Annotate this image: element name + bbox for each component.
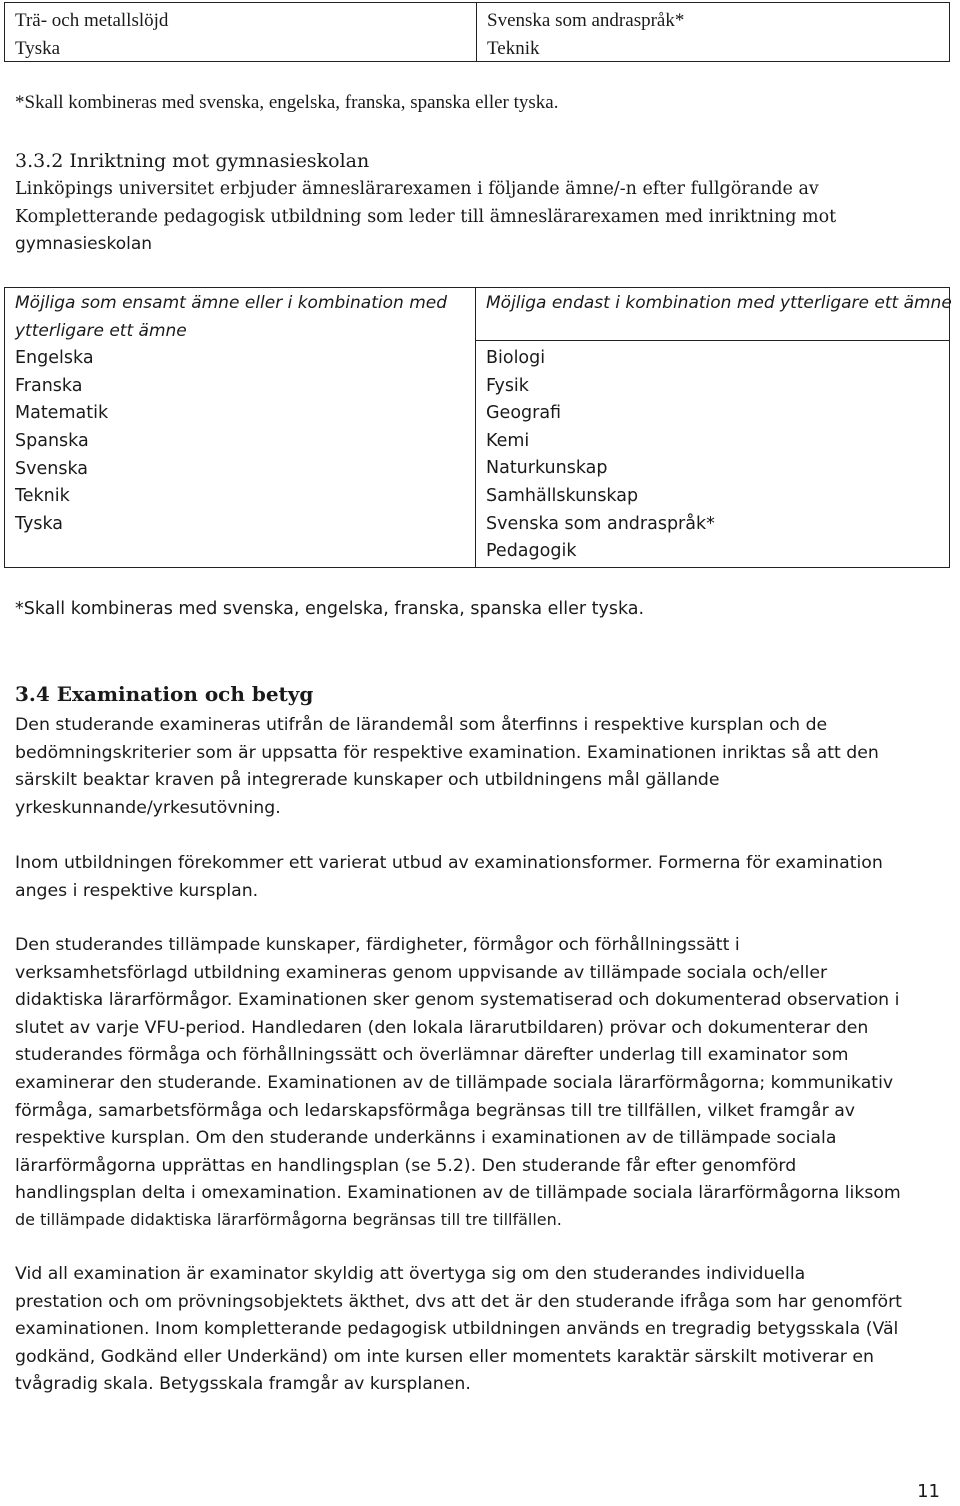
column-header-cell bbox=[476, 288, 952, 341]
page-number: 11 bbox=[917, 1481, 940, 1502]
table-cell: Teknik bbox=[487, 38, 540, 59]
paragraph-line: verksamhetsförlagd utbildning examineras genom uppvisande av tillämpade sociala och/eller bbox=[15, 962, 828, 983]
list-item: Samhällskunskap bbox=[486, 485, 639, 506]
list-item: Biologi bbox=[486, 348, 546, 368]
subject-table-left-column bbox=[5, 288, 475, 567]
column-header: ytterligare ett ämne bbox=[15, 320, 187, 341]
paragraph-line: Inom utbildningen förekommer ett varierat utbud av examinationsformer. Formerna för examination bbox=[15, 853, 883, 873]
list-item: Naturkunskap bbox=[486, 458, 608, 479]
paragraph-line: examinerar den studerande. Examinationen av de tillämpade sociala lärarförmågorna; kommunikativ bbox=[15, 1072, 894, 1093]
section-heading: 3.4 Examination och betyg bbox=[15, 682, 314, 706]
paragraph-line: slutet av varje VFU-period. Handledaren (den lokala lärarutbildaren) prövar och dokumenterar den bbox=[15, 1017, 869, 1038]
section-332 bbox=[15, 147, 950, 259]
column-items bbox=[476, 341, 949, 566]
paragraph-line: Den studerandes tillämpade kunskaper, färdigheter, förmågor och förhållningssätt i bbox=[15, 935, 740, 955]
paragraph-line: respektive kursplan. Om den studerande underkänns i examinationen av de tillämpade sociala bbox=[15, 1128, 837, 1149]
paragraph bbox=[15, 932, 950, 1232]
paragraph bbox=[15, 1261, 950, 1399]
footnote: *Skall kombineras med svenska, engelska, franska, spanska eller tyska. bbox=[15, 92, 559, 113]
top-table-right-column bbox=[476, 3, 949, 61]
section-heading: 3.3.2 Inriktning mot gymnasieskolan bbox=[15, 150, 370, 172]
paragraph-line: förmåga, samarbetsförmåga och ledarskapsförmåga begränsas till tre tillfällen, vilket framgår av bbox=[15, 1100, 856, 1121]
table-cell: Trä- och metallslöjd bbox=[15, 10, 169, 31]
paragraph-line: särskilt beaktar kraven på integrerade kunskaper och utbildningens mål gällande bbox=[15, 770, 720, 791]
list-item: Fysik bbox=[486, 375, 529, 396]
list-item: Engelska bbox=[15, 348, 94, 369]
list-item: Geografi bbox=[486, 403, 562, 424]
paragraph-line: lärarförmågorna upprättas en handlingsplan (se 5.2). Den studerande får efter genomförd bbox=[15, 1155, 797, 1176]
paragraph bbox=[15, 850, 950, 905]
paragraph-line: Vid all examination är examinator skyldig att övertyga sig om den studerandes individuella bbox=[15, 1264, 806, 1284]
table-cell: Tyska bbox=[15, 38, 61, 59]
column-header: Möjliga endast i kombination med ytterligare ett ämne bbox=[486, 293, 952, 313]
paragraph-line: yrkeskunnande/yrkesutövning. bbox=[15, 797, 281, 818]
paragraph-line: anges i respektive kursplan. bbox=[15, 880, 259, 901]
footnote: *Skall kombineras med svenska, engelska, franska, spanska eller tyska. bbox=[15, 599, 645, 619]
paragraph-line: studerandes förmåga och förhållningssätt och överlämnar därefter underlag till examinator som bbox=[15, 1045, 849, 1066]
paragraph-line: Linköpings universitet erbjuder ämneslärarexamen i följande ämne/-n efter fullgörande av bbox=[15, 179, 819, 199]
top-subject-table bbox=[4, 2, 950, 62]
paragraph-line: tvågradig skala. Betygsskala framgår av kursplanen. bbox=[15, 1374, 471, 1395]
top-table-left-column bbox=[5, 3, 476, 61]
paragraph-line: de tillämpade didaktiska lärarförmågorna begränsas till tre tillfällen. bbox=[15, 1209, 562, 1229]
paragraph-line: Den studerande examineras utifrån de lärandemål som återfinns i respektive kursplan och de bbox=[15, 715, 828, 735]
list-item: Teknik bbox=[15, 486, 70, 507]
list-item: Tyska bbox=[15, 513, 63, 534]
list-item: Franska bbox=[15, 375, 83, 396]
subject-table bbox=[4, 287, 950, 568]
list-item: Svenska som andraspråk* bbox=[486, 513, 715, 534]
list-item: Svenska bbox=[15, 458, 88, 479]
column-header: Möjliga som ensamt ämne eller i kombination med bbox=[15, 293, 447, 313]
list-item: Kemi bbox=[486, 430, 530, 451]
paragraph-line: prestation och om prövningsobjektets äkthet, dvs att det är den studerande ifråga som har genomfört bbox=[15, 1291, 902, 1312]
paragraph-line: godkänd, Godkänd eller Underkänd) om inte kursen eller momentets karaktär särskilt motiverar en bbox=[15, 1346, 874, 1367]
paragraph-line: didaktiska lärarförmågor. Examinationen sker genom systematiserad och dokumenterad observation i bbox=[15, 990, 900, 1011]
table-cell: Svenska som andraspråk* bbox=[487, 10, 685, 31]
list-item: Matematik bbox=[15, 403, 109, 424]
list-item: Pedagogik bbox=[486, 541, 577, 562]
subject-table-right-column bbox=[475, 288, 952, 567]
paragraph bbox=[15, 712, 950, 822]
paragraph-line: gymnasieskolan bbox=[15, 234, 153, 254]
list-item: Spanska bbox=[15, 430, 89, 451]
paragraph-line: bedömningskriterier som är uppsatta för respektive examination. Examinationen inriktas så att den bbox=[15, 742, 879, 763]
paragraph-line: handlingsplan delta i omexamination. Examinationen av de tillämpade sociala lärarförmågorna liksom bbox=[15, 1183, 901, 1204]
paragraph-line: Kompletterande pedagogisk utbildning som leder till ämneslärarexamen med inriktning mot bbox=[15, 207, 837, 227]
paragraph-line: examinationen. Inom kompletterande pedagogisk utbildningen används en tregradig betygsskala (Väl bbox=[15, 1319, 899, 1340]
